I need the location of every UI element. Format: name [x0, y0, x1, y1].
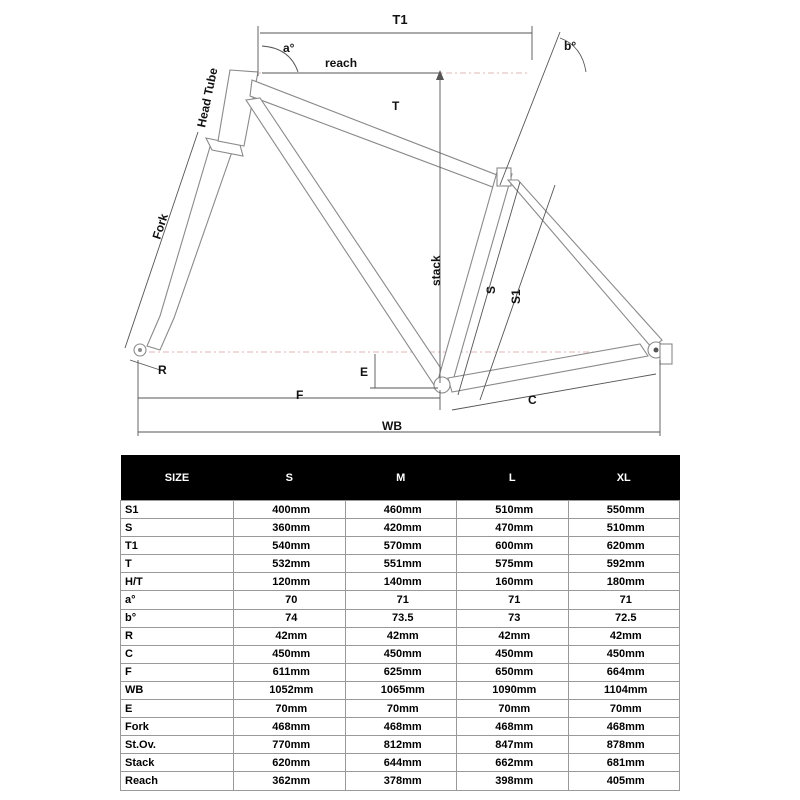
- value-cell: 551mm: [345, 555, 457, 573]
- value-cell: 620mm: [234, 754, 346, 772]
- value-cell: 450mm: [568, 645, 680, 663]
- disc-mount: [660, 344, 672, 364]
- value-cell: 664mm: [568, 663, 680, 681]
- table-row: [121, 519, 680, 537]
- header-size: SIZE: [121, 455, 234, 501]
- down-tube: [246, 98, 450, 388]
- table-row: [121, 537, 680, 555]
- r-dimension-line: [130, 360, 160, 370]
- value-cell: 72.5: [568, 609, 680, 627]
- table-row: [121, 754, 680, 772]
- stack-label: stack: [429, 255, 443, 286]
- seat-stay: [508, 180, 662, 348]
- row-label-cell: R: [121, 627, 234, 645]
- row-label-cell: WB: [121, 681, 234, 699]
- row-label-cell: E: [121, 700, 234, 718]
- c-label: C: [528, 393, 537, 407]
- value-cell: 611mm: [234, 663, 346, 681]
- value-cell: 600mm: [457, 537, 569, 555]
- value-cell: 468mm: [457, 718, 569, 736]
- r-label: R: [158, 363, 167, 377]
- value-cell: 468mm: [345, 718, 457, 736]
- value-cell: 812mm: [345, 736, 457, 754]
- row-label-cell: Reach: [121, 772, 234, 790]
- value-cell: 73: [457, 609, 569, 627]
- table-row: [121, 772, 680, 790]
- value-cell: 468mm: [234, 718, 346, 736]
- row-label-cell: C: [121, 645, 234, 663]
- value-cell: 1104mm: [568, 681, 680, 699]
- value-cell: 70mm: [345, 700, 457, 718]
- e-label: E: [360, 365, 369, 379]
- header-l: L: [457, 455, 569, 501]
- value-cell: 398mm: [457, 772, 569, 790]
- f-label: F: [296, 388, 304, 402]
- value-cell: 400mm: [234, 501, 346, 519]
- row-label-cell: St.Ov.: [121, 736, 234, 754]
- row-label-cell: S1: [121, 501, 234, 519]
- value-cell: 71: [568, 591, 680, 609]
- bottom-bracket: [434, 377, 450, 393]
- table-row: [121, 663, 680, 681]
- geometry-table: [120, 455, 680, 791]
- value-cell: 42mm: [568, 627, 680, 645]
- value-cell: 378mm: [345, 772, 457, 790]
- b-angle-label: b°: [564, 39, 577, 53]
- table-row: [121, 501, 680, 519]
- fork-label: Fork: [149, 211, 171, 241]
- value-cell: 540mm: [234, 537, 346, 555]
- value-cell: 532mm: [234, 555, 346, 573]
- value-cell: 1065mm: [345, 681, 457, 699]
- value-cell: 42mm: [457, 627, 569, 645]
- table-header-row: [121, 455, 680, 501]
- t-label: T: [392, 99, 400, 113]
- value-cell: 140mm: [345, 573, 457, 591]
- table-row: [121, 591, 680, 609]
- row-label-cell: S: [121, 519, 234, 537]
- table-row: [121, 700, 680, 718]
- table-row: [121, 718, 680, 736]
- value-cell: 847mm: [457, 736, 569, 754]
- value-cell: 625mm: [345, 663, 457, 681]
- value-cell: 180mm: [568, 573, 680, 591]
- value-cell: 160mm: [457, 573, 569, 591]
- table-row: [121, 573, 680, 591]
- seat-clamp: [497, 168, 511, 186]
- value-cell: 71: [345, 591, 457, 609]
- row-label-cell: Fork: [121, 718, 234, 736]
- header-s: S: [234, 455, 346, 501]
- table-row: [121, 627, 680, 645]
- value-cell: 70mm: [568, 700, 680, 718]
- stack-arrow-head: [436, 70, 444, 80]
- row-label-cell: H/T: [121, 573, 234, 591]
- value-cell: 1090mm: [457, 681, 569, 699]
- value-cell: 570mm: [345, 537, 457, 555]
- s-label: S: [484, 285, 498, 294]
- a-angle-label: a°: [283, 41, 295, 55]
- value-cell: 71: [457, 591, 569, 609]
- t1-label: T1: [392, 12, 408, 27]
- value-cell: 420mm: [345, 519, 457, 537]
- value-cell: 620mm: [568, 537, 680, 555]
- value-cell: 70mm: [457, 700, 569, 718]
- value-cell: 74: [234, 609, 346, 627]
- value-cell: 650mm: [457, 663, 569, 681]
- value-cell: 120mm: [234, 573, 346, 591]
- head-tube-label: Head Tube: [194, 66, 221, 129]
- value-cell: 662mm: [457, 754, 569, 772]
- value-cell: 450mm: [345, 645, 457, 663]
- front-axle-hub: [138, 348, 142, 352]
- table-row: [121, 645, 680, 663]
- value-cell: 470mm: [457, 519, 569, 537]
- value-cell: 42mm: [345, 627, 457, 645]
- value-cell: 362mm: [234, 772, 346, 790]
- reach-label: reach: [325, 56, 358, 70]
- value-cell: 460mm: [345, 501, 457, 519]
- table-row: [121, 555, 680, 573]
- value-cell: 644mm: [345, 754, 457, 772]
- table-row: [121, 681, 680, 699]
- value-cell: 681mm: [568, 754, 680, 772]
- row-label-cell: b°: [121, 609, 234, 627]
- row-label-cell: Stack: [121, 754, 234, 772]
- value-cell: 550mm: [568, 501, 680, 519]
- value-cell: 405mm: [568, 772, 680, 790]
- value-cell: 510mm: [457, 501, 569, 519]
- header-m: M: [345, 455, 457, 501]
- value-cell: 770mm: [234, 736, 346, 754]
- header-xl: XL: [568, 455, 680, 501]
- value-cell: 575mm: [457, 555, 569, 573]
- top-tube: [250, 80, 510, 192]
- value-cell: 1052mm: [234, 681, 346, 699]
- value-cell: 360mm: [234, 519, 346, 537]
- value-cell: 73.5: [345, 609, 457, 627]
- wb-label: WB: [382, 419, 402, 433]
- row-label-cell: T: [121, 555, 234, 573]
- value-cell: 42mm: [234, 627, 346, 645]
- value-cell: 450mm: [234, 645, 346, 663]
- table-row: [121, 736, 680, 754]
- rear-axle: [654, 348, 659, 353]
- table-body: [121, 501, 680, 791]
- row-label-cell: a°: [121, 591, 234, 609]
- row-label-cell: T1: [121, 537, 234, 555]
- value-cell: 510mm: [568, 519, 680, 537]
- row-label-cell: F: [121, 663, 234, 681]
- value-cell: 70: [234, 591, 346, 609]
- seat-axis-line: [500, 32, 560, 185]
- value-cell: 468mm: [568, 718, 680, 736]
- value-cell: 592mm: [568, 555, 680, 573]
- table-row: [121, 609, 680, 627]
- chain-stay: [448, 344, 648, 392]
- value-cell: 878mm: [568, 736, 680, 754]
- s1-label: S1: [509, 289, 523, 304]
- value-cell: 70mm: [234, 700, 346, 718]
- value-cell: 450mm: [457, 645, 569, 663]
